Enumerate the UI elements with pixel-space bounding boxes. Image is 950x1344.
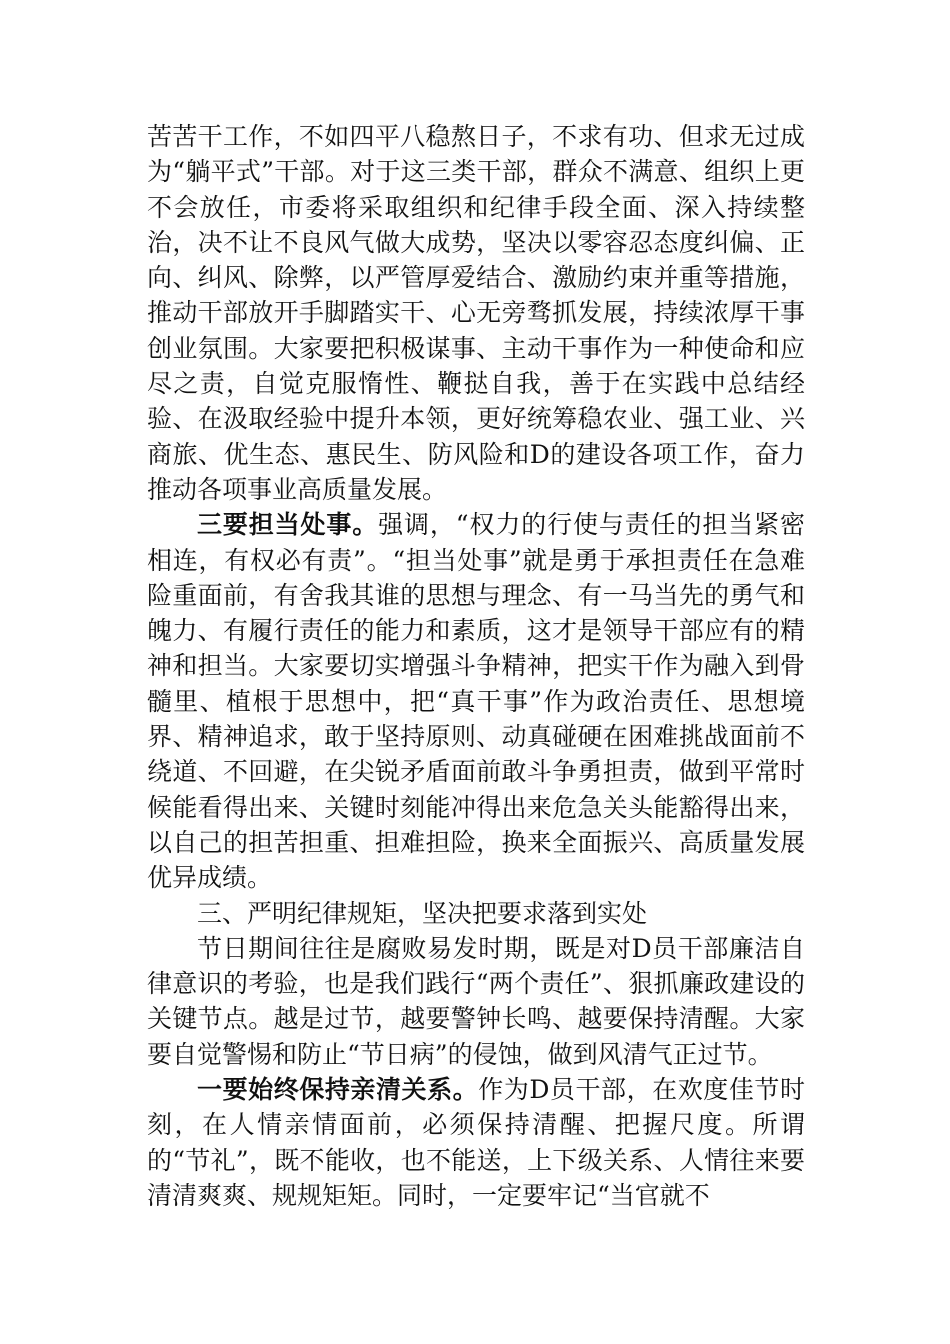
paragraph-body: 强调，“权力的行使与责任的担当紧密相连，有权必有责”。“担当处事”就是勇于承担责任在急难险重面前，有舍我其谁的思想与理念、有一马当先的勇气和魄力、有履行责任的能力和素质，这才是领导干部应有的精神和担当。大家要切实增强斗争精神，把实干作为融入到骨髓里、植根于思想中，把“真干事”作为政治责任、思想境界、精神追求，敢于坚持原则、动真碰硬在困难挑战面前不绕道、不回避，在尖锐矛盾面前敢斗争勇担责，做到平常时候能看得出来、关键时刻能冲得出来危急关头能豁得出来，以自己的担苦担重、担难担险，换来全面振兴、高质量发展优异成绩。 [147,510,805,893]
paragraph-lead-bold: 一要始终保持亲清关系。 [197,1075,479,1105]
section-heading: 三、严明纪律规矩，坚决把要求落到实处 [197,898,648,928]
paragraph-festival: 节日期间往往是腐败易发时期，既是对D员干部廉洁自律意识的考验，也是我们践行“两个责任”、狠抓廉政建设的关键节点。越是过节，越要警钟长鸣、越要保持清醒。大家要自觉警惕和防止“节日病”的侵蚀，做到风清气正过节。 [147,933,805,1069]
paragraph-continued: 苦苦干工作，不如四平八稳熬日子，不求有功、但求无过成为“躺平式”干部。对于这三类干部，群众不满意、组织上更不会放任，市委将采取组织和纪律手段全面、深入持续整治，决不让不良风气做大成势，坚决以零容忍态度纠偏、正向、纠风、除弊，以严管厚爱结合、激励约束并重等措施，推动干部放开手脚踏实干、心无旁骛抓发展，持续浓厚干事创业氛围。大家要把积极谋事、主动干事作为一种使命和应尽之责，自觉克服惰性、鞭挞自我，善于在实践中总结经验、在汲取经验中提升本领，更好统筹稳农业、强工业、兴商旅、优生态、惠民生、防风险和D的建设各项工作，奋力推动各项事业高质量发展。 [147,122,805,504]
document-page [147,119,805,1213]
paragraph-qinqing [147,1072,805,1213]
paragraph-lead-bold: 三要担当处事。 [197,510,379,540]
paragraph-body: 作为D员干部，在欢度佳节时刻，在人情亲情面前，必须保持清醒、把握尺度。所谓的“节礼”，既不能收，也不能送，上下级关系、人情往来要清清爽爽、规规矩矩。同时，一定要牢记“当官就不 [147,1075,805,1210]
paragraph-dandang [147,507,805,895]
